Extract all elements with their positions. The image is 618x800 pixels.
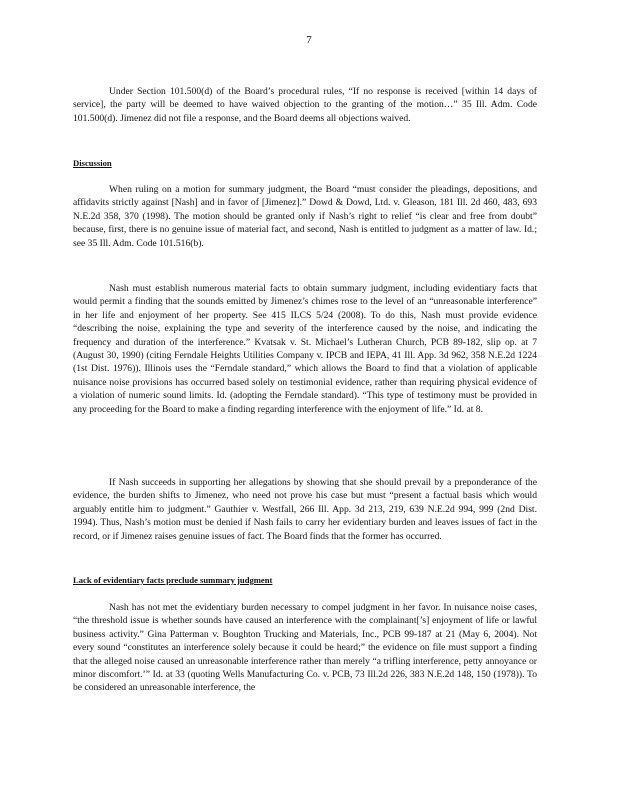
heading-discussion: Discussion xyxy=(73,158,112,168)
paragraph-burden-shift: If Nash succeeds in supporting her allegations by showing that she should prevail by a preponderance of the evidence, the burden shifts to Jimenez, who need not prove his case but must “present a factual basis which would arguably entitle him to judgment.” Gauthier v. Westfall, 266 Ill. App. 3d 213, 219, 639 N.E.2d 994, 999 (2nd Dist. 1994). Thus, Nash’s motion must be denied if Nash fails to carry her evidentiary burden and leaves issues of fact in the record, or if Jimenez raises genuine issues of fact. The Board finds that the former has occurred. xyxy=(73,477,537,542)
heading-lack-of-facts: Lack of evidentiary facts preclude summary judgment xyxy=(73,575,273,585)
paragraph-material-facts: Nash must establish numerous material facts to obtain summary judgment, including evidentiary facts that would permit a finding that the sounds emitted by Jimenez’s chimes rose to the level of an “unreasonable interference” in her life and enjoyment of her property. See 415 ILCS 5/24 (2008). To do this, Nash must provide evidence “describing the noise, explaining the type and severity of the interference caused by the noise, and indicating the frequency and duration of the interference.” Kvatsak v. St. Michael’s Lutheran Church, PCB 89-182, slip op. at 7 (August 30, 1990) (citing Ferndale Heights Utilities Company v. IPCB and IEPA, 41 Ill. App. 3d 962, 358 N.E.2d 1224 (1st Dist. 1976)). Illinois uses the “Ferndale standard,” which allows the Board to find that a violation of applicable nuisance noise provisions has occurred based solely on testimonial evidence, rather than requiring physical evidence of a violation of numeric sound limits. Id. (adopting the Ferndale standard). “This type of testimony must be provided in any proceeding for the Board to make a finding regarding interference with the enjoyment of life.” Id. at 8. xyxy=(73,283,537,415)
page-number: 7 xyxy=(306,34,312,46)
paragraph-evidentiary-burden: Nash has not met the evidentiary burden necessary to compel judgment in her favor. In nuisance noise cases, “the threshold issue is whether sounds have caused an interference with the complainant[’s] enjoyment of life or lawful business activity.” Gina Patterman v. Boughton Trucking and Materials, Inc., PCB 99-187 at 21 (May 6, 2004). Not every sound “constitutes an interference solely because it could be heard;” the evidence on file must support a finding that the alleged noise caused an unreasonable interference rather than merely “a trifling interference, petty annoyance or minor discomfort.’” Id. at 33 (quoting Wells Manufacturing Co. v. PCB, 73 Ill.2d 226, 383 N.E.2d 148, 150 (1978)). To be considered an unreasonable interference, the xyxy=(73,602,537,694)
paragraph-summary-judgment-standard: When ruling on a motion for summary judgment, the Board “must consider the pleadings, depositions, and affidavits strictly against [Nash] and in favor of [Jimenez].” Dowd & Dowd, Ltd. v. Gleason, 181 Ill. 2d 460, 483, 693 N.E.2d 358, 370 (1998). The motion should be granted only if Nash’s right to relief “is clear and free from doubt” because, first, there is no genuine issue of material fact, and second, Nash is entitled to judgment as a matter of law. Id.; see 35 Ill. Adm. Code 101.516(b). xyxy=(73,184,537,249)
paragraph-procedural-rules: Under Section 101.500(d) of the Board’s procedural rules, “If no response is received [within 14 days of service], the party will be deemed to have waived objection to the granting of the motion…” 35 Ill. Adm. Code 101.500(d). Jimenez did not file a response, and the Board deems all objections waived. xyxy=(73,86,537,124)
